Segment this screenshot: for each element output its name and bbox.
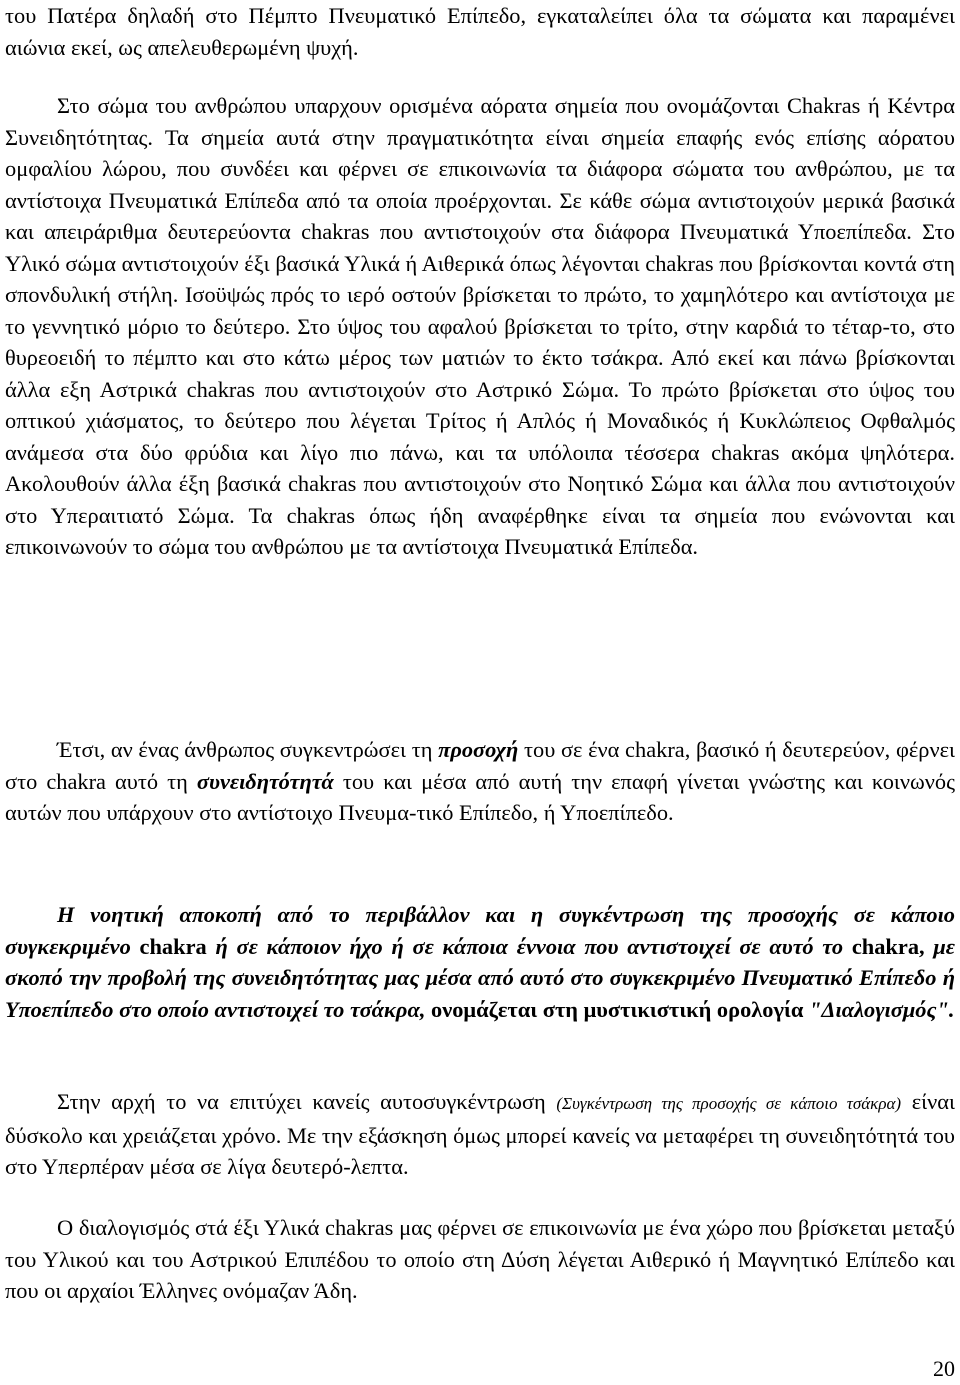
paragraph-4-part-7: "Διαλογισμός". — [809, 996, 955, 1022]
paragraph-1: του Πατέρα δηλαδή στο Πέμπτο Πνευματικό Επίπεδο, εγκαταλείπει όλα τα σώματα και παραμένει αιώνια εκεί, ως απελευθερωμένη ψυχή. — [5, 3, 955, 60]
paragraph-4-part-5: με σκοπό την προβολή της συνειδητότητας μας μέσα από αυτό στο συγκεκριμένο Πνευματικό Επίπεδο ή Υποεπίπεδο στο οποίο αντιστοιχεί το τσάκρα, — [5, 933, 955, 1022]
paragraph-4-part-2: chakra — [130, 933, 216, 959]
page-number: 20 — [933, 1356, 955, 1381]
paragraph-2: Στο σώμα του ανθρώπου υπαρχουν ορισμένα αόρατα σημεία που ονομάζονται Chakras ή Κέντρα Συνειδητότητας. Τα σημεία αυτά στην πραγματικότητα είναι σημεία επαφής ενός επίσης αόρατου ομφαλίου λώρου, που συνδέει και φέρνει σε επικοινωνία τα διάφορα σώματα του ανθρώπου, με τα αντίστοιχα Πνευματικά Επίπεδα από τα οποία προέρχονται. Σε κάθε σώμα αντιστοιχούν μερικά βασικά και απειράριθμα δευτερεύοντα chakras που αντιστοιχούν στα διάφορα Πνευματικά Υποεπίπεδα. Στο Υλικό σώμα αντιστοιχούν έξι βασικά Υλικά ή Αιθερικά όπως λέγονται chakras που βρίσκονται κοντά στη σπονδυλική στήλη. Ισοϋψώς πρός το ιερό οστούν βρίσκεται το πρώτο, το χαμηλότερο και αντίστοιχα με το γεννητικό μόριο το δεύτερο. Στο ύψος του αφαλού βρίσκεται το τρίτο, στην καρδιά το τέταρ-το, στο θυρεοειδή το πέμπτο και στο κάτω μέρος των ματιών το έκτο τσάκρα. Από εκεί και πάνω βρίσκονται άλλα εξη Αστρικά chakras που αντιστοιχούν στο Αστρικό Σώμα. Το πρώτο βρίσκεται στο ύψος του οπτικού χιάσματος, το δεύτερο που λέγεται Τρίτος ή Απλός ή Μοναδικός ή Κυκλώπειος Οφθαλμός ανάμεσα στα δύο φρύδια και λίγο πιο πάνω, και τα υπόλοιπα τέσσερα chakras ακόμα ψηλότερα. Ακολουθούν άλλα έξη βασικά chakras που αντιστοιχούν στο Νοητικό Σώμα και άλλα που αντιστοιχούν στο Υπεραιτιατό Σώμα. Τα chakras όπως ήδη αναφέρθηκε είναι τα σημεία που ενώνονται και επικοινωνούν το σώμα του ανθρώπου με τα αντίστοιχα Πνευματικά Επίπεδα. — [5, 93, 955, 559]
paragraph-4-part-4: chakra, — [843, 933, 934, 959]
paragraph-3 — [5, 734, 955, 829]
emphasis-consciousness: συνειδητότητά — [196, 768, 334, 794]
paragraph-4-part-6: ονομάζεται στη μυστικιστική ορολογία — [425, 996, 809, 1022]
paragraph-4-meditation-definition — [5, 899, 955, 1025]
paragraph-6: Ο διαλογισμός στά έξι Υλικά chakras μας φέρνει σε επικοινωνία με ένα χώρο που βρίσκεται μεταξύ του Υλικού και του Αστρικού Επιπέδου το οποίο στη Δύση λέγεται Αιθερικό ή Μαγνητικό Επίπεδο και που οι αρχαίοι Έλληνες ονόμαζαν Άδη. — [5, 1215, 955, 1303]
paragraph-3-text-a: Έτσι, αν ένας άνθρωπος συγκεντρώσει τη — [57, 737, 439, 762]
paragraph-4-part-1: Η νοητική αποκοπή από το περιβάλλον και η συγκέντρωση της προσοχής σε κάποιο συγκεκριμένο — [5, 902, 955, 959]
paragraph-5 — [5, 1086, 955, 1183]
paragraph-5-parenthetical: (Συγκέντρωση της προσοχής σε κάποιο τσάκρα) — [556, 1094, 902, 1113]
paragraph-4-part-3: ή σε κάποιον ήχο ή σε κάποια έννοια που αντιστοιχεί σε αυτό το — [215, 933, 844, 959]
paragraph-3-text-e: του και μέσα από αυτή την επαφή γίνεται γνώστης και κοινωνός αυτών που υπάρχουν στο αντίστοιχο Πνευμα-τικό Επίπεδο, ή Υποεπίπεδο. — [5, 768, 955, 825]
emphasis-attention: προσοχή — [438, 737, 519, 762]
paragraph-5-text-a: Στην αρχή το να επιτύχει κανείς αυτοσυγκέντρωση — [57, 1089, 557, 1114]
paragraph-3-text-c: του σε ένα chakra, βασικό ή δευτερεύον, φέρνει στο chakra αυτό τη — [5, 737, 956, 794]
paragraph-5-text-c: είναι δύσκολο και χρειάζεται χρόνο. Με την εξάσκηση όμως μπορεί κανείς να μεταφέρει τη συνειδητότητά του στο Υπερπέραν μέσα σε λίγα δευτερό-λεπτα. — [5, 1089, 955, 1179]
